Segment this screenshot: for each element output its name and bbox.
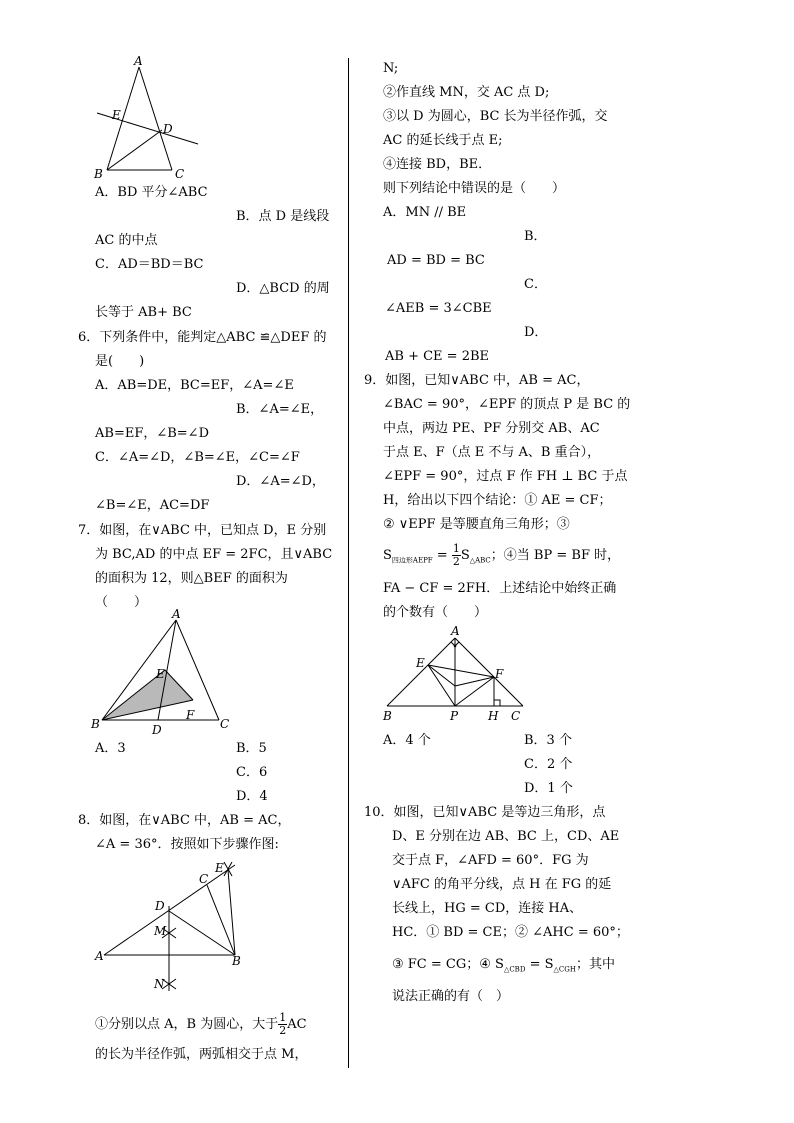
q10-stem-line8: 说法正确的有（ ） [392, 989, 510, 1004]
q8-label-E: E [215, 861, 224, 875]
q5-option-b-line2: AC 的中点 [95, 233, 158, 248]
q9-figure [378, 624, 528, 724]
q9-stem-line8 [383, 543, 620, 574]
q6-stem-line2: 是( ) [95, 354, 145, 369]
q9-fraction-den: 2 [452, 555, 460, 568]
q9-area-sub2: △ABC [469, 556, 491, 565]
q9-stem-line1: 9．如图，已知∨ABC 中，AB = AC， [364, 373, 590, 388]
q8-label-D: D [155, 899, 165, 913]
q8-fraction-half [278, 1012, 287, 1037]
q9-option-b: B．3 个 [524, 733, 572, 748]
q7-option-c: C．6 [236, 765, 268, 780]
q8-step3-line1: ③以 D 为圆心，BC 长为半径作弧，交 [383, 109, 608, 124]
q8-question: 则下列结论中错误的是（ ） [383, 181, 566, 196]
q10-stem-line2: D、E 分别在边 AB、BC 上，CD、AE [392, 829, 620, 844]
q9-option-c: C．2 个 [524, 757, 573, 772]
q8-label-C: C [199, 872, 209, 886]
q10-stem-line3: 交于点 F，∠AFD = 60°．FG 为 [392, 853, 589, 868]
q8-figure [92, 858, 252, 998]
q8-step1-text: ①分别以点 A，B 为圆心，大于 [95, 1017, 279, 1032]
q9-stem-line2: ∠BAC = 90°，∠EPF 的顶点 P 是 BC 的 [383, 397, 631, 412]
q8-step1-line2: 的长为半径作弧，两弧相交于点 M， [95, 1047, 308, 1062]
q10-stem-line5: 长线上，HG = CD，连接 HA、 [392, 901, 583, 916]
q7-label-E: E [156, 667, 165, 681]
q8-option-c-label: C． [524, 277, 547, 292]
q7-option-b: B．5 [236, 741, 267, 756]
q6-stem-line1: 6．下列条件中，能判定△ABC ≌△DEF 的 [78, 330, 327, 345]
q5-option-c: C．AD＝BD＝BC [95, 257, 204, 272]
q8-option-c: ∠AEB = 3∠CBE [385, 301, 492, 316]
q9-area-sub1: 四边形AEPF [391, 556, 433, 565]
q10-stem-line1: 10．如图，已知∨ABC 是等边三角形，点 [364, 805, 606, 820]
q9-fraction-num: 1 [452, 542, 460, 555]
column-divider [348, 58, 349, 1068]
q8-option-a: A．MN // BE [383, 205, 467, 220]
q7-label-C: C [220, 717, 230, 731]
q9-stem-line9: FA − CF = 2FH．上述结论中始终正确 [383, 581, 617, 596]
q10-stem7-part2: = S [525, 957, 554, 972]
q8-step1-line3: N; [383, 61, 399, 76]
q9-option-a: A．4 个 [383, 733, 431, 748]
q10-stem7-part1: ③ FC = CG；④ S [392, 957, 504, 972]
q9-label-B: B [383, 709, 392, 723]
q8-option-d: AB + CE = 2BE [385, 349, 490, 364]
q8-label-A: A [95, 949, 104, 963]
q6-option-b-line1: B．∠A=∠E， [236, 402, 324, 417]
q5-option-a: A．BD 平分∠ABC [95, 185, 208, 200]
q8-step1-line1 [95, 1012, 307, 1038]
q5-label-A: A [134, 54, 143, 68]
q8-option-b-label: B． [524, 229, 547, 244]
q7-stem-line4: （ ） [95, 595, 148, 610]
q9-stem-line7: ② ∨EPF 是等腰直角三角形；③ [383, 517, 570, 532]
q7-stem-line1: 7．如图，在∨ABC 中，已知点 D，E 分别 [78, 523, 327, 538]
q5-label-B: B [94, 167, 103, 181]
q6-option-b-line2: AB=EF，∠B=∠D [95, 426, 209, 441]
q9-label-A: A [451, 624, 460, 638]
q9-label-H: H [488, 709, 499, 723]
q10-stem-line7 [392, 956, 615, 979]
q9-fraction-half [452, 543, 461, 568]
q8-step4: ④连接 BD，BE． [383, 157, 492, 172]
q8-step2: ②作直线 MN，交 AC 点 D; [383, 85, 550, 100]
q6-option-c: C．∠A=∠D，∠B=∠E，∠C=∠F [95, 450, 300, 465]
q10-area-sub1: △CBD [503, 965, 526, 974]
q5-label-D: D [163, 122, 173, 136]
q8-option-d-label: D． [524, 325, 548, 340]
q8-fraction-den: 2 [279, 1024, 287, 1037]
q9-label-E: E [416, 656, 425, 670]
q9-stem-line10: 的个数有（ ） [383, 605, 488, 620]
q10-stem7-part3: ；其中 [575, 957, 615, 972]
q7-option-d: D．4 [236, 789, 268, 804]
q5-label-E: E [112, 108, 121, 122]
q5-option-d-line2: 长等于 AB+ BC [95, 305, 192, 320]
q9-area-s2: S [460, 548, 470, 563]
q10-stem-line6: HC．① BD = CE；② ∠AHC = 60°； [392, 925, 629, 940]
q7-stem-line3: 的面积为 12，则△BEF 的面积为 [95, 571, 288, 586]
q9-equals: = [432, 548, 452, 563]
q6-option-a: A．AB=DE，BC=EF，∠A=∠E [95, 378, 294, 393]
q7-label-F: F [186, 708, 195, 722]
q5-figure [90, 55, 210, 180]
q5-option-b-line1: B．点 D 是线段 [236, 209, 330, 224]
q5-label-C: C [175, 167, 185, 181]
q7-label-B: B [91, 717, 100, 731]
q5-option-d-line1: D．△BCD 的周 [236, 281, 330, 296]
q8-label-B: B [232, 954, 241, 968]
q9-stem-line3: 中点，两边 PE、PF 分别交 AB、AC [383, 421, 600, 436]
q6-option-d-line2: ∠B=∠E，AC=DF [95, 498, 210, 513]
q9-stem8-rest: ；④当 BP = BF 时， [490, 548, 621, 563]
q9-label-C: C [511, 709, 521, 723]
q9-stem-line6: H，给出以下四个结论：① AE = CF； [383, 493, 612, 508]
q8-step3-line2: AC 的延长线于点 E; [383, 133, 503, 148]
q7-label-D: D [152, 723, 162, 737]
q9-label-P: P [450, 709, 459, 723]
q7-option-a: A．3 [95, 741, 126, 756]
q8-option-b: AD = BD = BC [387, 253, 485, 268]
q9-option-d: D．1 个 [524, 781, 573, 796]
q9-stem-line5: ∠EPF = 90°，过点 F 作 FH ⊥ BC 于点 [383, 469, 628, 484]
q8-step1-ac: AC [287, 1017, 307, 1032]
q10-stem-line4: ∨AFC 的角平分线，点 H 在 FG 的延 [392, 877, 612, 892]
q7-stem-line2: 为 BC,AD 的中点 EF = 2FC，且∨ABC [95, 547, 333, 562]
q8-stem-line1: 8．如图，在∨ABC 中，AB = AC， [78, 813, 291, 828]
q10-area-sub2: △CGH [553, 965, 576, 974]
q7-figure [88, 607, 238, 737]
q8-stem-line2: ∠A = 36°．按照如下步骤作图: [95, 837, 279, 852]
q7-label-A: A [172, 607, 181, 621]
q6-option-d-line1: D．∠A=∠D， [236, 474, 325, 489]
q9-stem-line4: 于点 E、F（点 E 不与 A、B 重合）， [383, 445, 601, 460]
q9-label-F: F [495, 667, 504, 681]
q8-label-N: N [154, 977, 165, 991]
q9-area-s1: S [383, 548, 392, 563]
q8-label-M: M [154, 924, 167, 938]
q8-fraction-num: 1 [279, 1011, 287, 1024]
